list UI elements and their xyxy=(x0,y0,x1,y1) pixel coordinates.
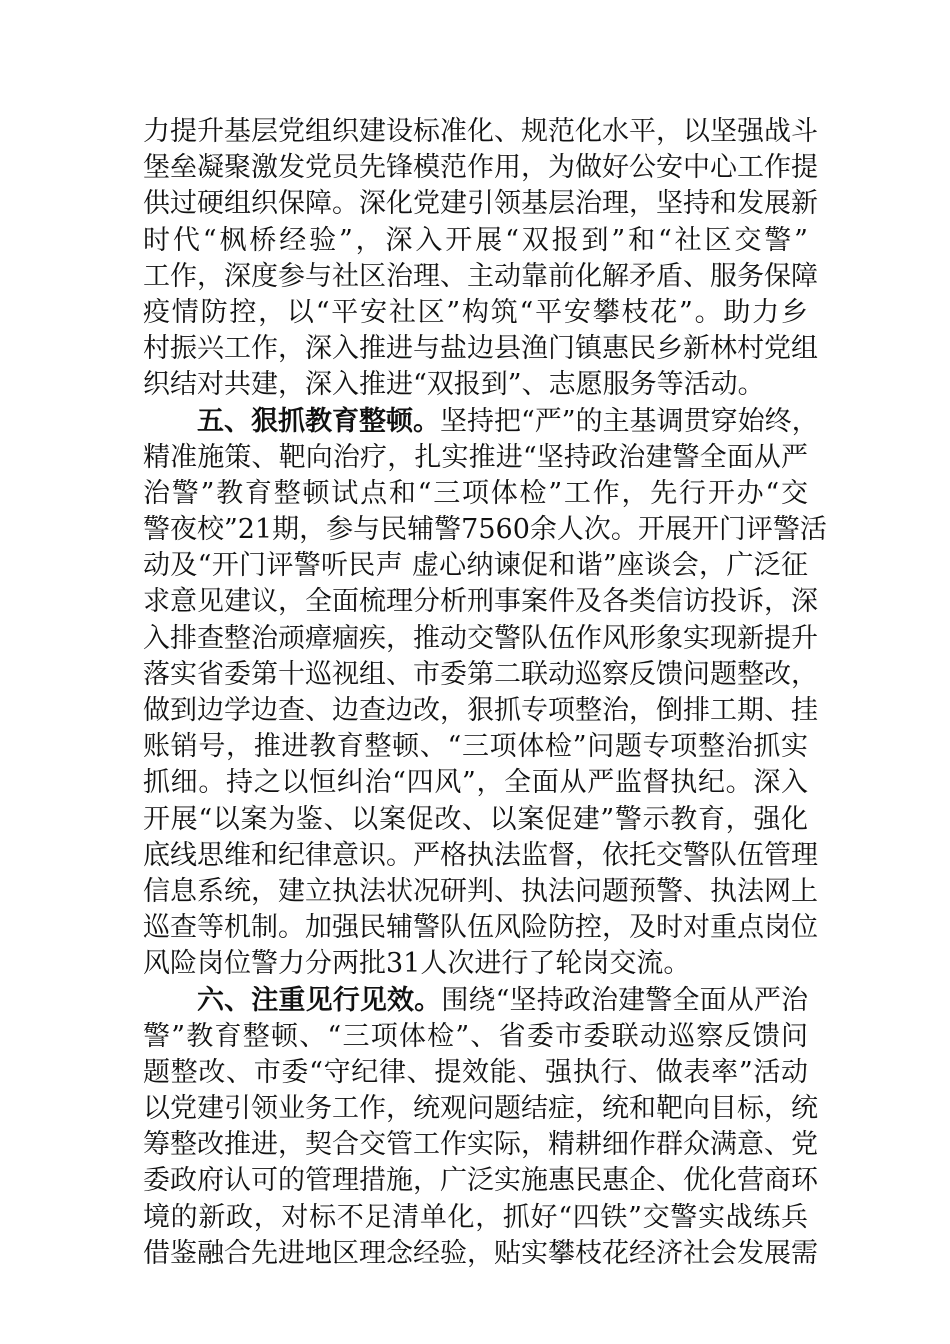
text-line: 抓细。持之以恒纠治“四风”，全面从严监督执纪。深入 xyxy=(143,767,808,799)
text-line: 精准施策、靶向治疗，扎实推进“坚持政治建警全面从严 xyxy=(143,441,808,473)
text-line: 动及“开门评警听民声 虚心纳谏促和谐”座谈会，广泛征 xyxy=(143,550,808,582)
text-line: 供过硬组织保障。深化党建引领基层治理，坚持和发展新 xyxy=(143,188,818,220)
text-line: 委政府认可的管理措施，广泛实施惠民惠企、优化营商环 xyxy=(143,1165,818,1197)
text-line: 巡查等机制。加强民辅警队伍风险防控，及时对重点岗位 xyxy=(143,912,818,944)
text-line: 警夜校”21期，参与民辅警7560余人次。开展开门评警活 xyxy=(143,514,827,546)
text-line: 筹整改推进，契合交管工作实际，精耕细作群众满意、党 xyxy=(143,1129,818,1161)
text-line: 求意见建议，全面梳理分析刑事案件及各类信访投诉，深 xyxy=(143,586,818,618)
text-line: 堡垒凝聚激发党员先锋模范作用，为做好公安中心工作提 xyxy=(143,152,818,184)
text-line: 织结对共建，深入推进“双报到”、志愿服务等活动。 xyxy=(143,369,765,401)
section-six-lead: 围绕“坚持政治建警全面从严治 xyxy=(441,984,808,1016)
text-line: 底线思维和纪律意识。严格执法监督，依托交警队伍管理 xyxy=(143,839,818,871)
section-six-heading: 六、注重见行见效。 xyxy=(197,984,442,1016)
section-five-lead: 坚持把“严”的主基调贯穿始终， xyxy=(440,405,819,437)
text-line: 力提升基层党组织建设标准化、规范化水平，以坚强战斗 xyxy=(143,116,818,147)
text-line: 入排查整治顽瘴痼疾，推动交警队伍作风形象实现新提升 xyxy=(143,622,818,654)
document-body xyxy=(143,114,827,1272)
section-six-first-line xyxy=(143,983,808,1019)
text-line: 警”教育整顿、“三项体检”、省委市委联动巡察反馈问 xyxy=(143,1020,808,1052)
text-line: 疫情防控，以“平安社区”构筑“平安攀枝花”。助力乡 xyxy=(143,296,808,328)
text-line: 落实省委第十巡视组、市委第二联动巡察反馈问题整改， xyxy=(143,658,818,690)
text-line: 村振兴工作，深入推进与盐边县渔门镇惠民乡新林村党组 xyxy=(143,333,818,365)
text-line: 信息系统，建立执法状况研判、执法问题预警、执法网上 xyxy=(143,875,818,907)
text-line: 境的新政，对标不足清单化，抓好“四铁”交警实战练兵 xyxy=(143,1201,808,1233)
text-line: 以党建引领业务工作，统观问题结症，统和靶向目标，统 xyxy=(143,1093,818,1125)
text-line: 题整改、市委“守纪律、提效能、强执行、做表率”活动 xyxy=(143,1056,808,1088)
text-line: 时代“枫桥经验”，深入开展“双报到”和“社区交警” xyxy=(143,224,808,256)
section-five-heading: 五、狠抓教育整顿。 xyxy=(197,405,440,437)
text-line: 风险岗位警力分两批31人次进行了轮岗交流。 xyxy=(143,948,691,980)
text-line: 治警”教育整顿试点和“三项体检”工作，先行开办“交 xyxy=(143,477,808,509)
text-line: 账销号，推进教育整顿、“三项体检”问题专项整治抓实 xyxy=(143,731,808,763)
text-line: 借鉴融合先进地区理念经验，贴实攀枝花经济社会发展需 xyxy=(143,1237,818,1269)
text-line: 开展“以案为鉴、以案促改、以案促建”警示教育，强化 xyxy=(143,803,808,835)
text-line: 做到边学边查、边查边改，狠抓专项整治，倒排工期、挂 xyxy=(143,695,818,726)
section-five-first-line xyxy=(143,404,819,440)
text-line: 工作，深度参与社区治理、主动靠前化解矛盾、服务保障 xyxy=(143,260,818,292)
